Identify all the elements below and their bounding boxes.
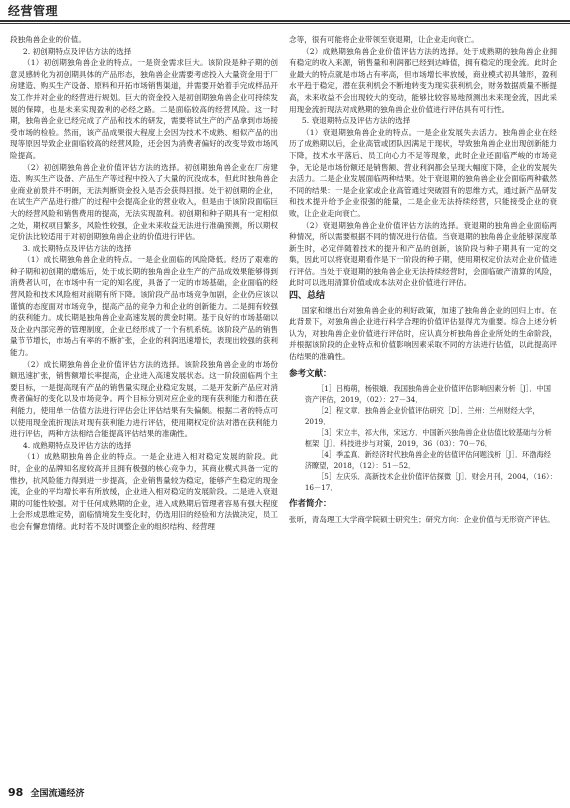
body-paragraph: （2）衰退期独角兽企业价值评估方法的选择。衰退期的独角兽企业面临两种情况，所以需要根据不同的情况进行估值。当衰退期的独角兽企业能够深度革新生时，必定伴随着技术的提升和产品的创新，该阶段与种子期具有一定的交集，因此可以将衰退期看作是下一阶段的种子期，使用期权定价法对企业价值进行评估。当处于衰退期的独角兽企业无法持续经营时，会面临破产清算的风险，此时可以选用清算价值或成本法对企业价值进行评估。 bbox=[289, 220, 557, 288]
journal-name: 全国流通经济 bbox=[30, 789, 85, 799]
page-footer bbox=[8, 786, 84, 799]
reference-item: ［2］程文章．独角兽企业价值评估研究［D］．兰州：兰州财经大学，2019． bbox=[304, 406, 540, 427]
body-paragraph: 念等，很有可能将企业带领至衰退期，让企业走向衰亡。 bbox=[289, 35, 479, 44]
body-paragraph: 4. 成熟期特点及评估方法的选择 bbox=[22, 440, 132, 450]
body-paragraph: 2. 初创期特点及评估方法的选择 bbox=[22, 46, 132, 56]
references-heading: 参考文献： bbox=[289, 368, 332, 379]
body-paragraph: （1）衰退期独角兽企业的特点。一是企业发展失去活力。独角兽企业在经历了成熟期以后，企业高管或团队因满足于现状，导致独角兽企业出现创新能力下降，技术水平落后、员工向心力不足等现象，此时企业还面临严峻的市场竞争，无论是市场份额还是销售额、营业利润都会呈现大幅度下降，企业的发展失去活力。二是企业发展面临两种结果。处于衰退期的独角兽企业会面临两种截然不同的结果：一是企业家或企业高管通过突破固有的思维方式，通过新产品研发和技术提升给予企业很强的能量，二是企业无法持续经营，只能接受企业的衰败，让企业走向衰亡。 bbox=[289, 127, 557, 218]
body-paragraph: 3. 成长期特点及评估方法的选择 bbox=[22, 243, 132, 253]
reference-item: ［4］季孟真．新经济时代独角兽企业的估值评估问题浅析［J］．环渤海经济瞭望，2018，（12）：51－52． bbox=[304, 450, 551, 471]
reference-item: ［5］左庆乐．高新技术企业价值评估探微［J］．财会月刊，2004，（16）：16－17． bbox=[304, 472, 557, 493]
body-paragraph: （1）成长期独角兽企业的特点。一是企业面临的风险降低。经历了艰难的种子期和初创期的磨炼后，处于成长期的独角兽企业生产的产品成效果能够得到消费者认可，在市场中有一定的知名度，具备了一定的市场基础，企业面临的经营风险和技术风险相对前期有所下降。该阶段产品市场竞争加剧，企业仍应该以谨慎的态度面对市场竞争，提高产品的竞争力和企业的创新能力。二是拥有较强的获利能力。成长期是独角兽企业高速发展的黄金时期。基于良好的市场基础以及企业内部完善的管理制度，企业已经形成了一个有机系统。该阶段产品的销售量节节增长，市场占有率的不断扩张，企业的利润迅速增长，表现出较强的获利能力。 bbox=[10, 255, 278, 358]
right-column bbox=[289, 34, 557, 762]
header-rule-thin bbox=[0, 23, 570, 24]
body-paragraph: （2）成长期独角兽企业价值评估方法的选择。该阶段独角兽企业的市场份额迅速扩张，销售额增长率提高，企业进入高速发展状态。这一阶段面临两个主要目标，一是提高现有产品的销售量实现企业稳定发展，二是开发新产品应对消费者偏好的变化以及市场竞争。两个目标分别对应企业的现有获利能力和潜在获利能力，使用单一估值方法进行评估会让评估结果有失偏颇。根据二者的特点可以使用现金流折现法对现有获利能力进行评估，使用期权定价法对潜在获利能力进行评估，两种方法相结合能提高评估结果的准确性。 bbox=[10, 359, 278, 439]
author-bio: 张昕，青岛理工大学商学院硕士研究生；研究方向：企业价值与无形资产评估。 bbox=[289, 514, 555, 524]
page-header bbox=[0, 0, 570, 22]
body-paragraph: （1）初创期独角兽企业的特点。一是资金需求巨大。该阶段是种子期的创意灵感转化为初创期具体的产品形态，独角兽企业需要考虑投入大量资金用于厂房建造、购买生产设备、原料和开拓市场销售渠道，并需要开始着手完成样品开发工作并对企业的经营进行规划。巨大的资金投入是初创期独角兽企业可持续发展的保障，也是未来实现盈利的必经之路。二是面临较高的经营风险。这一时期，独角兽企业已经完成了产品和技术的研发，需要将试生产的产品拿到市场接受市场的检验。然而，该产品成果很大程度上会因为技术不成熟、相似产品的出现等原因导致企业面临较高的经营风险，还会因为消费者偏好的改变导致市场风险提高。 bbox=[10, 58, 278, 160]
reference-item: ［3］宋立丰，祁大伟，宋远方．中国新兴独角兽企业估值比较基础与分析框架［J］．科技进步与对策，2019，36（03）：70－76． bbox=[304, 428, 552, 449]
body-paragraph: 国家和继出台对独角兽企业的利好政策，加速了独角兽企业的回归上市。在此背景下，对独角兽企业进行科学合理的价值评估显得尤为重要。综合上述分析认为，对独角兽企业价值进行评估时，应认真分析独角兽企业所处的生命阶段，并根据该阶段的企业特点和价值影响因素采取不同的方法进行估值，以此提高评估结果的准确性。 bbox=[289, 305, 557, 362]
body-paragraph: 段独角兽企业的价值。 bbox=[10, 35, 86, 44]
left-column bbox=[10, 34, 278, 762]
body-paragraph: （2）成熟期独角兽企业价值评估方法的选择。处于成熟期的独角兽企业拥有稳定的收入来源，销售量和利润都已经到达峰值，拥有稳定的现金流。此时企业最大的特点就是市场占有率高，但市场增长率放缓，商业模式初具雏形，盈利水平趋于稳定，潜在获利机会不断地转变为现实获利机会，财务数据质量不断提高，未来收益不会出现较大的变动，能够比较容易地预测出未来现金流，因此采用现金流折现法对成熟期的独角兽企业价值进行评估具有可行性。 bbox=[289, 46, 557, 114]
body-paragraph: （1）成熟期独角兽企业的特点。一是企业进入相对稳定发展的阶段。此时，企业的品牌知名度较高并且拥有极强的核心竞争力，其商业模式具备一定的惟抄，抗风险能力得到进一步提高，企业销售量较为稳定，能够产生稳定的现金流，企业的平均增长率有所放缓，企业进入相对稳定的发展阶段。二是进入衰退期的可能性较强。对于任何成熟期的企业，进入成熟期后管理者容易有强大程度上会形成思维定势，面临情境发生变化时，仍选用旧的经验和方法做决定，员工也会有懈怠情绪。此时若不及时调整企业的组织结构、经营理 bbox=[10, 452, 278, 531]
reference-item: ［1］吕梅萌，杨银娥．我国独角兽企业价值评估影响因素分析［J］．中国资产评估，2019，（02）：27－34． bbox=[304, 384, 551, 405]
body-paragraph: 5. 衰退期特点及评估方法的选择 bbox=[301, 116, 411, 126]
page-number: 98 bbox=[8, 786, 24, 799]
body-paragraph: （2）初创期独角兽企业价值评估方法的选择。初创期独角兽企业在厂房建造、购买生产设备、产品生产等过程中投入了大量的沉没成本，但此时独角兽企业商业前景并不明朗，无法判断资金投入是否会获得回报。处于初创期的企业，在试生产产品进行推广的过程中会提高企业的营业收入，但是由于该阶段面临巨大的经营风险和销售费用的提高，无法实现盈利。初创期和种子期具有一定相似之处，期权项目繁多，风险性较强，企业未来收益无法进行准确预测，所以期权定价法比较适用于对初创期独角兽企业的价值进行评估。 bbox=[10, 162, 278, 242]
author-heading: 作者简介： bbox=[289, 499, 332, 510]
section-title: 经营管理 bbox=[8, 4, 59, 18]
section-heading: 四、总结 bbox=[289, 291, 326, 302]
header-rule bbox=[0, 20, 570, 22]
